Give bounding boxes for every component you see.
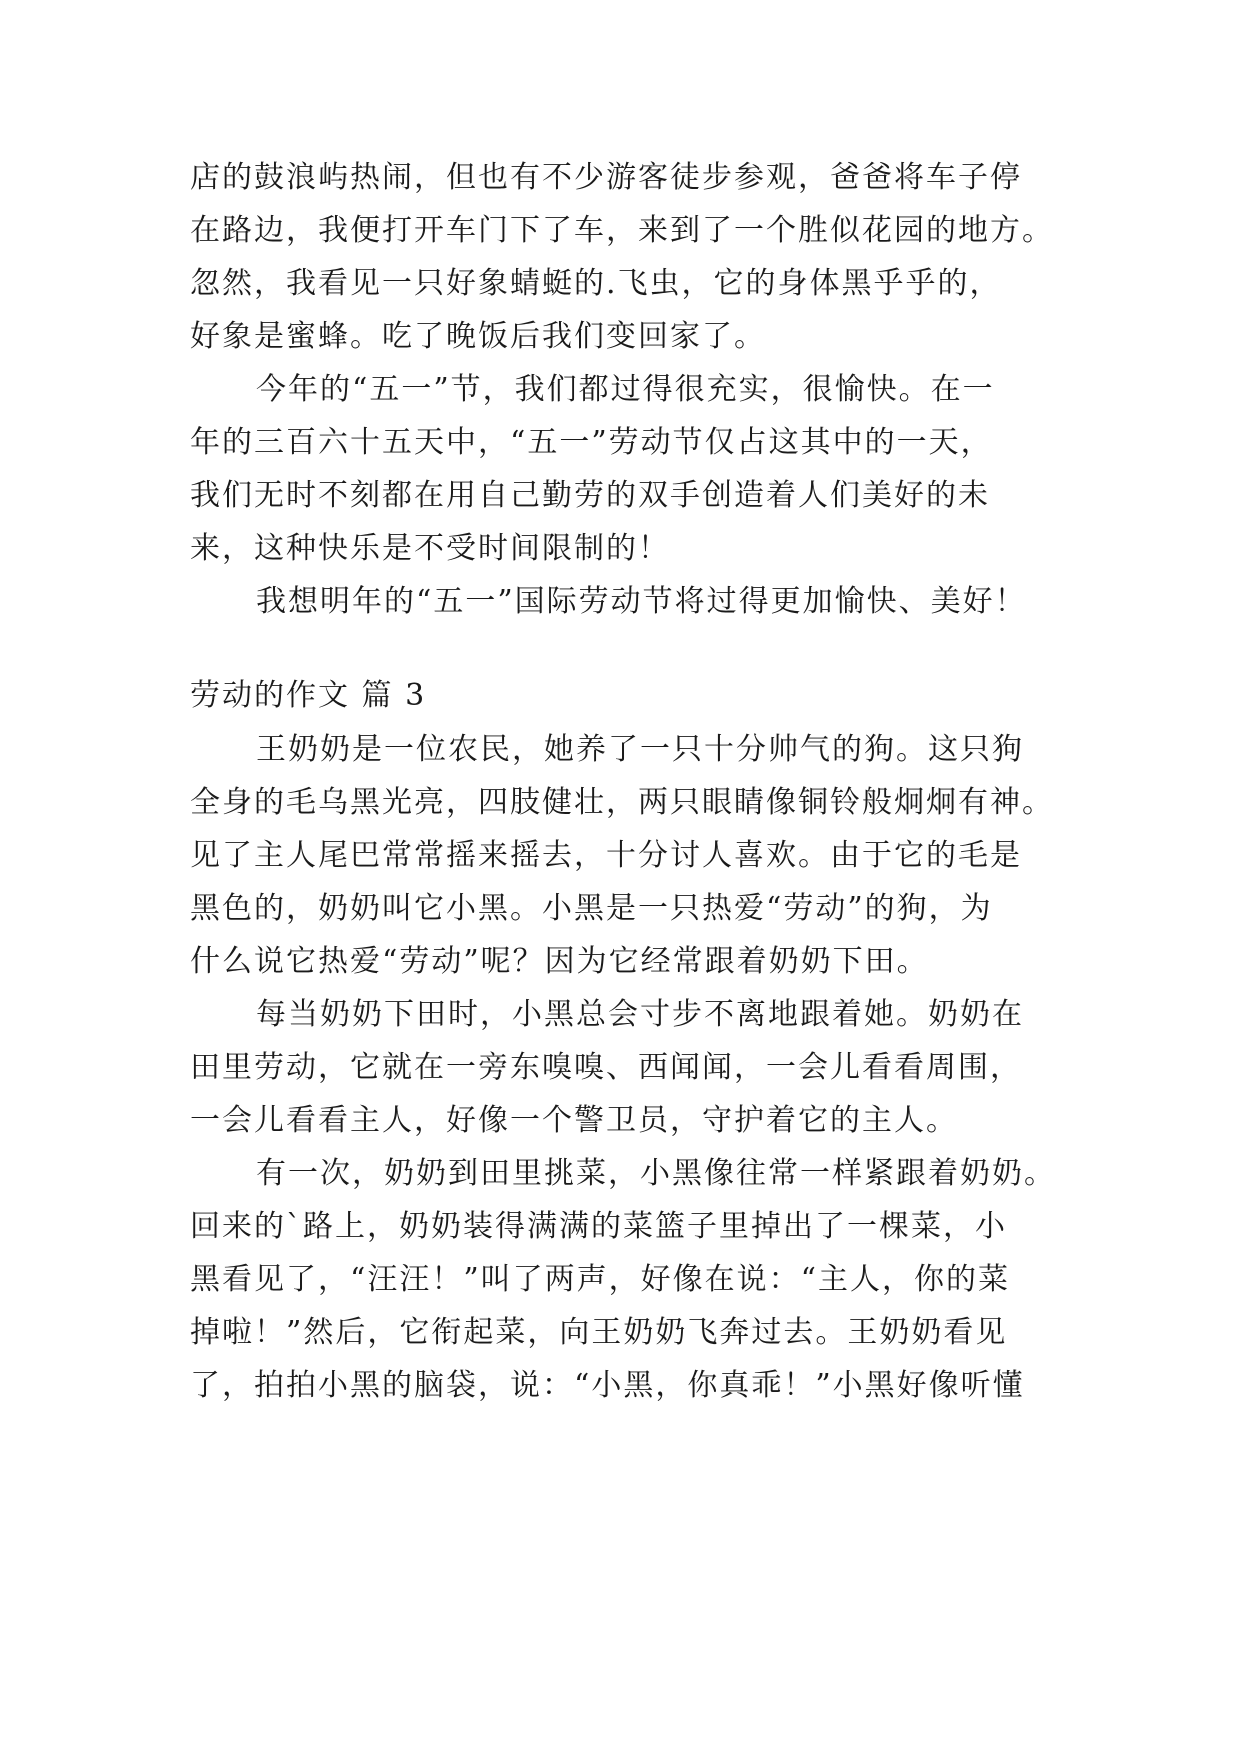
paragraph-first-line: 王奶奶是一位农民，她养了一只十分帅气的狗。这只狗 [256,732,1024,767]
paragraph-first-line: 有一次，奶奶到田里挑菜，小黑像往常一样紧跟着奶奶。 [256,1156,1056,1191]
text-line: 一会儿看看主人，好像一个警卫员，守护着它的主人。 [190,1103,958,1138]
text-line: 好象是蜜蜂。吃了晚饭后我们变回家了。 [190,319,766,354]
text-line: 了，拍拍小黑的脑袋，说：“小黑，你真乖！”小黑好像听懂 [190,1368,1025,1403]
section-heading: 劳动的作文 篇 3 [190,678,427,713]
text-line: 年的三百六十五天中，“五一”劳动节仅占这其中的一天， [190,425,993,460]
text-line: 店的鼓浪屿热闹，但也有不少游客徒步参观，爸爸将车子停 [190,160,1022,195]
text-line: 见了主人尾巴常常摇来摇去，十分讨人喜欢。由于它的毛是 [190,838,1022,873]
text-line: 在路边，我便打开车门下了车，来到了一个胜似花园的地方。 [190,213,1054,248]
paragraph-first-line: 我想明年的“五一”国际劳动节将过得更加愉快、美好！ [256,584,1027,619]
paragraph-first-line: 今年的“五一”节，我们都过得很充实，很愉快。在一 [256,372,995,407]
paragraph-first-line: 每当奶奶下田时，小黑总会寸步不离地跟着她。奶奶在 [256,997,1024,1032]
text-line: 全身的毛乌黑光亮，四肢健壮，两只眼睛像铜铃般炯炯有神。 [190,785,1054,820]
text-line: 忽然，我看见一只好象蜻蜓的.飞虫，它的身体黑乎乎的， [190,266,1002,301]
text-line: 黑色的，奶奶叫它小黑。小黑是一只热爱“劳动”的狗，为 [190,891,993,926]
text-line: 掉啦！”然后，它衔起菜，向王奶奶飞奔过去。王奶奶看见 [190,1315,1008,1350]
text-line: 回来的`路上，奶奶装得满满的菜篮子里掉出了一棵菜，小 [190,1209,1007,1244]
text-line: 来，这种快乐是不受时间限制的！ [190,531,670,566]
text-line: 田里劳动，它就在一旁东嗅嗅、西闻闻，一会儿看看周围， [190,1050,1022,1085]
text-line: 我们无时不刻都在用自己勤劳的双手创造着人们美好的未 [190,478,990,513]
text-line: 黑看见了，“汪汪！”叫了两声，好像在说：“主人，你的菜 [190,1262,1011,1297]
text-line: 什么说它热爱“劳动”呢？因为它经常跟着奶奶下田。 [190,944,929,979]
